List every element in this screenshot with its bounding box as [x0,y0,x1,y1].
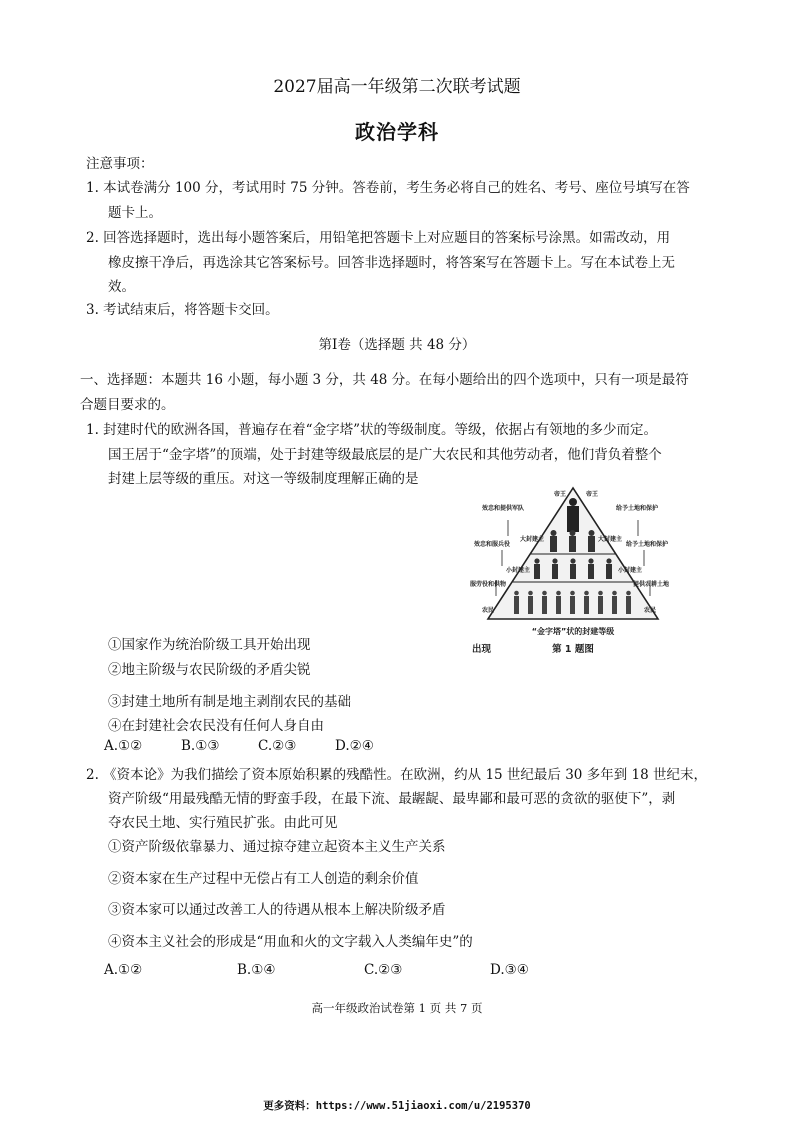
q1-statement: ④在封建社会农民没有任何人身自由 [108,718,324,734]
figure-caption: 第 1 题图 [552,644,594,655]
q1-option-a: A.①② [104,738,143,754]
label-big-lord-left: 大封建主 [520,536,545,543]
q1-statement: ②地主阶级与农民阶级的矛盾尖锐 [108,662,311,678]
q2-option-a: A.①② [104,962,143,978]
q1-stem: 1. 封建时代的欧洲各国，普遍存在着“金字塔”状的等级制度。等级，依据占有领地的多少而定。 [86,422,657,438]
figure-inner-caption: “金字塔”状的封建等级 [531,627,615,636]
label-rent: 提供农耕土地 [633,581,670,588]
q2-option-b: B.①④ [237,962,276,978]
label-peasant-right: 农民 [644,607,657,614]
exam-title: 2027届高一年级第二次联考试题 [273,77,521,97]
label-peasant-left: 农民 [482,607,495,614]
pyramid-figure [468,484,678,659]
q2-statement: ②资本家在生产过程中无偿占有工人创造的剩余价值 [108,871,419,887]
notice-item-cont: 橡皮擦干净后，再选涂其它答案标号。回答非选择题时，将答案写在答题卡上。写在本试卷上无 [108,255,675,271]
section-title: 第Ⅰ卷（选择题 共 48 分） [318,337,476,353]
section-instruction-cont: 合题目要求的。 [80,397,175,413]
label-loyal-1: 效忠和提供军队 [482,505,525,512]
label-king-left: 帝王 [554,491,567,498]
label-small-lord-left: 小封建主 [506,567,531,574]
label-big-lord-right: 大封建主 [598,536,623,543]
figure-stray-text: 出现 [472,644,492,655]
label-loyal-2: 效忠和服兵役 [474,541,511,548]
pyramid-diagram [468,484,678,659]
q1-statement: ③封建土地所有制是地主剥削农民的基础 [108,694,351,710]
label-king-right: 帝王 [586,491,599,498]
notice-heading: 注意事项： [86,156,154,172]
notice-item-cont: 题卡上。 [108,205,162,221]
notice-item: 2. 回答选择题时，选出每小题答案后，用铅笔把答题卡上对应题目的答案标号涂黑。如需改动，用 [86,230,671,246]
q1-option-d: D.②④ [335,738,374,754]
label-small-lord-right: 小封建主 [618,567,643,574]
q1-option-c: C.②③ [258,738,297,754]
peasant-icon [514,591,631,614]
q1-stem-cont: 封建上层等级的重压。对这一等级制度理解正确的是 [108,471,419,487]
notice-item: 1. 本试卷满分 100 分，考试用时 75 分钟。答卷前，考生务必将自己的姓名、考号、座位号填写在答 [86,180,690,196]
q2-statement: ④资本主义社会的形成是“用血和火的文字载入人类编年史”的 [108,934,473,950]
king-icon [567,506,579,532]
notice-item: 3. 考试结束后，将答题卡交回。 [86,302,279,318]
q2-option-c: C.②③ [364,962,403,978]
label-grant-1: 给予土地和保护 [616,505,659,512]
q2-stem: 2. 《资本论》为我们描绘了资本原始积累的残酷性。在欧洲，约从 15 世纪最后 30 多年到 18 世纪末， [86,767,707,783]
q2-statement: ①资产阶级依靠暴力、通过掠夺建立起资本主义生产关系 [108,839,446,855]
label-serve: 服劳役和供物 [470,581,507,588]
q1-stem-cont: 国王居于“金字塔”的顶端，处于封建等级最底层的是广大农民和其他劳动者，他们背负着整个 [108,447,662,463]
section-instruction: 一、选择题：本题共 16 小题，每小题 3 分，共 48 分。在每小题给出的四个选项中，只有一项是最符 [80,372,689,388]
notice-item-cont: 效。 [108,279,135,295]
subject-title: 政治学科 [355,120,439,144]
q2-option-d: D.③④ [490,962,529,978]
q1-statement: ①国家作为统治阶级工具开始出现 [108,637,311,653]
q2-stem-cont: 夺农民土地、实行殖民扩张。由此可见 [108,815,338,831]
q2-statement: ③资本家可以通过改善工人的待遇从根本上解决阶级矛盾 [108,902,446,918]
resource-link[interactable]: 更多资料：https://www.51jiaoxi.com/u/2195370 [263,1100,531,1112]
q1-option-b: B.①③ [181,738,220,754]
label-grant-2: 给予土地和保护 [626,541,669,548]
page-footer: 高一年级政治试卷第 1 页 共 7 页 [311,1001,483,1015]
q2-stem-cont: 资产阶级“用最残酷无情的野蛮手段，在最下流、最龌龊、最卑鄙和最可恶的贪欲的驱使下”，剥 [108,791,676,807]
